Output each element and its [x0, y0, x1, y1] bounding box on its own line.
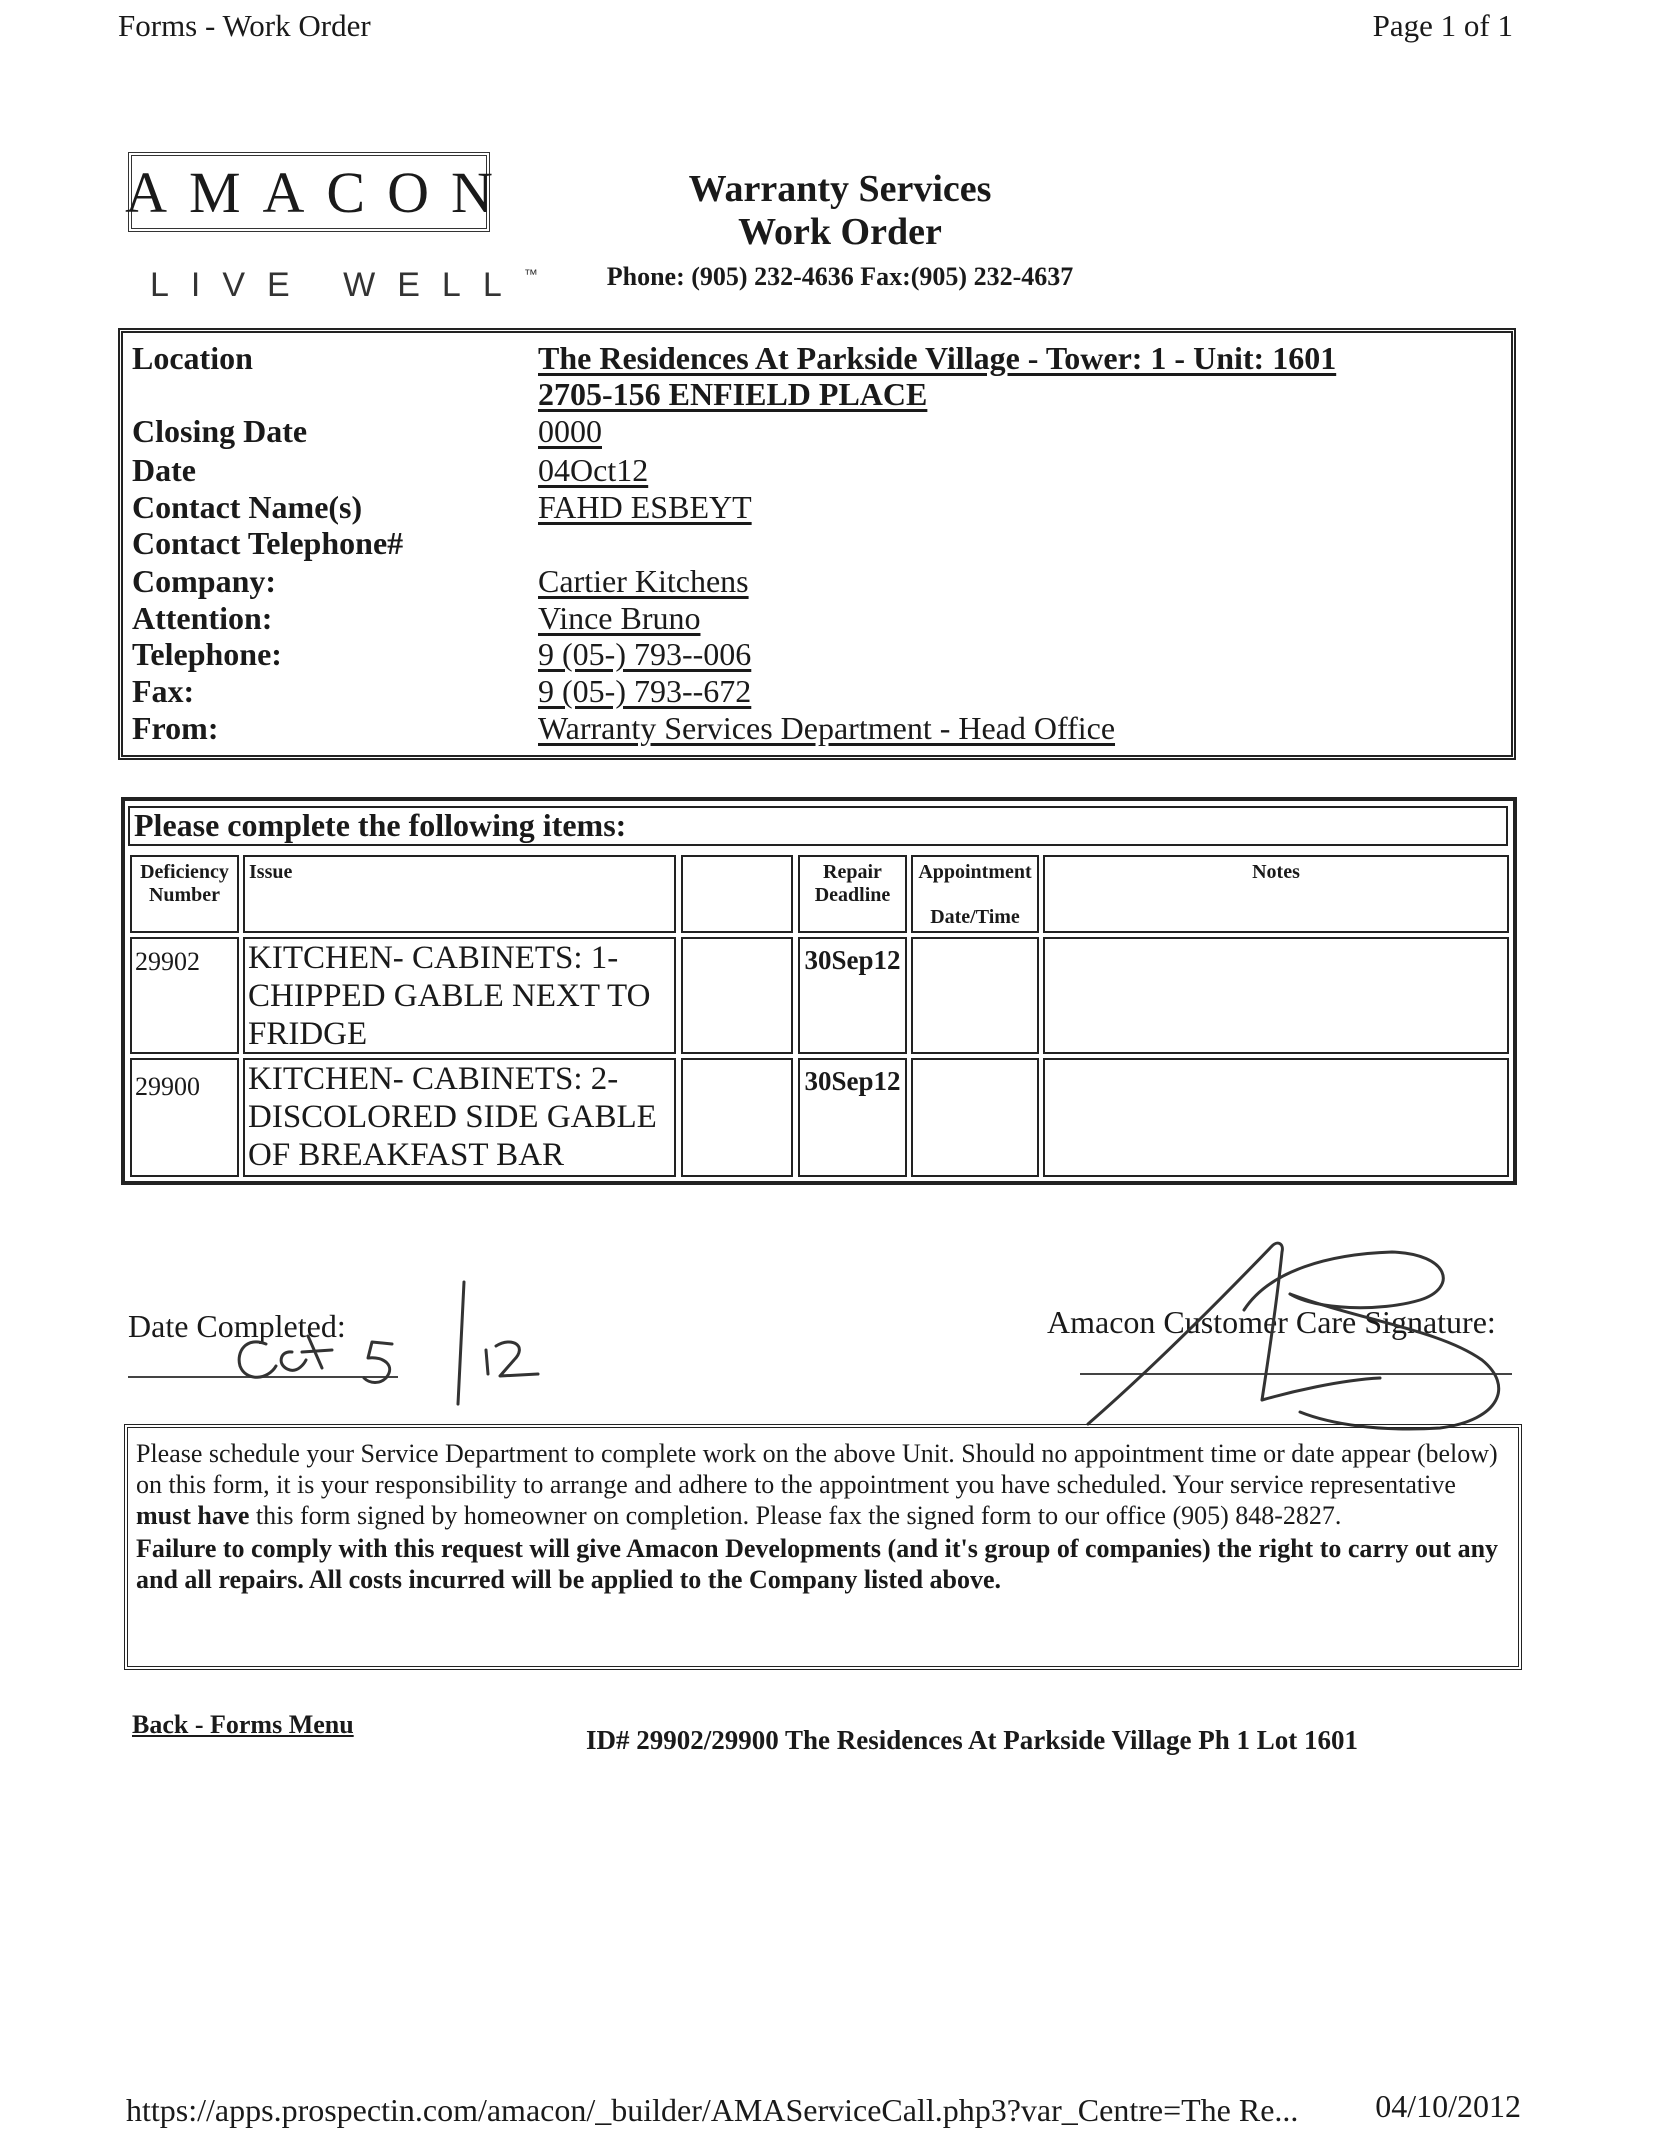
value-attention: Vince Bruno — [538, 600, 701, 636]
row1-number: 29902 — [130, 937, 239, 1054]
signature-scribble — [1088, 1243, 1499, 1429]
value-closing-date: 0000 — [538, 413, 602, 449]
title-line1: Warranty Services — [688, 168, 992, 210]
label-attention: Attention: — [132, 600, 273, 636]
page-number: Page 1 of 1 — [1372, 8, 1513, 43]
value-contact-names: FAHD ESBEYT — [538, 489, 752, 525]
header-appointment-label: Appointment — [918, 861, 1032, 883]
header-notes: Notes — [1043, 855, 1509, 933]
label-telephone: Telephone: — [132, 636, 282, 672]
phone-fax: Phone: (905) 232-4636 Fax:(905) 232-4637 — [606, 262, 1074, 291]
value-fax: 9 (05-) 793--672 — [538, 673, 752, 709]
back-forms-menu-link[interactable]: Back - Forms Menu — [132, 1710, 354, 1739]
footer-date: 04/10/2012 — [1375, 2088, 1521, 2124]
items-title: Please complete the following items: — [128, 806, 1508, 846]
label-fax: Fax: — [132, 673, 195, 709]
signature-label: Amacon Customer Care Signature: — [1047, 1304, 1496, 1340]
value-date: 04Oct12 — [538, 452, 649, 488]
value-location-line2: 2705-156 ENFIELD PLACE — [538, 376, 928, 412]
header-deficiency-number: Deficiency Number — [130, 855, 239, 933]
row2-number: 29900 — [130, 1058, 239, 1177]
label-date: Date — [132, 452, 196, 488]
footer-url: https://apps.prospectin.com/amacon/_builder/AMAServiceCall.php3?var_Centre=The Re... — [126, 2092, 1299, 2128]
notice-text-part2: this form signed by homeowner on completion. Please fax the signed form to our office (905) 848-2827. — [249, 1501, 1342, 1530]
header-issue: Issue — [243, 855, 676, 933]
date-completed-label: Date Completed: — [128, 1308, 346, 1344]
notice-box — [124, 1424, 1522, 1670]
value-from: Warranty Services Department - Head Office — [538, 710, 1116, 746]
page-header-title: Forms - Work Order — [118, 8, 371, 43]
label-contact-names: Contact Name(s) — [132, 489, 363, 525]
header-appointment-sub: Date/Time — [930, 906, 1020, 928]
notice-text — [136, 1438, 1508, 1531]
value-telephone: 9 (05-) 793--006 — [538, 636, 752, 672]
row1-issue: KITCHEN- CABINETS: 1- CHIPPED GABLE NEXT TO FRIDGE — [243, 937, 676, 1054]
notice-bold-phrase: must have — [136, 1501, 250, 1530]
trademark-icon: ™ — [523, 266, 538, 282]
label-company: Company: — [132, 563, 277, 599]
handwritten-date — [239, 1282, 538, 1404]
label-from: From: — [132, 710, 219, 746]
header-repair-deadline: Repair Deadline — [798, 855, 907, 933]
label-closing-date: Closing Date — [132, 413, 308, 449]
title-line2: Work Order — [738, 211, 942, 253]
id-line: ID# 29902/29900 The Residences At Parkside Village Ph 1 Lot 1601 — [586, 1725, 1359, 1755]
notice-failure: Failure to comply with this request will give Amacon Developments (and it's group of companies) the right to carry out any and all repairs. All costs incurred will be applied to the Company listed above. — [136, 1534, 1499, 1594]
label-location: Location — [132, 340, 253, 376]
notice-text-part1: Please schedule your Service Department to complete work on the above Unit. Should no appointment time or date appear (below) on this form, it is your responsibility to arrange and adhere to the appointment you have scheduled. Your service representative — [136, 1439, 1498, 1499]
value-location-line1: The Residences At Parkside Village - Tower: 1 - Unit: 1601 — [538, 340, 1337, 376]
row2-issue: KITCHEN- CABINETS: 2- DISCOLORED SIDE GABLE OF BREAKFAST BAR — [243, 1058, 676, 1177]
value-company: Cartier Kitchens — [538, 563, 749, 599]
logo-name: AMACON — [125, 159, 515, 225]
row2-deadline: 30Sep12 — [798, 1058, 907, 1177]
label-contact-telephone: Contact Telephone# — [132, 525, 404, 561]
logo-tagline-text: LIVE WELL — [150, 266, 524, 304]
row1-deadline: 30Sep12 — [798, 937, 907, 1054]
